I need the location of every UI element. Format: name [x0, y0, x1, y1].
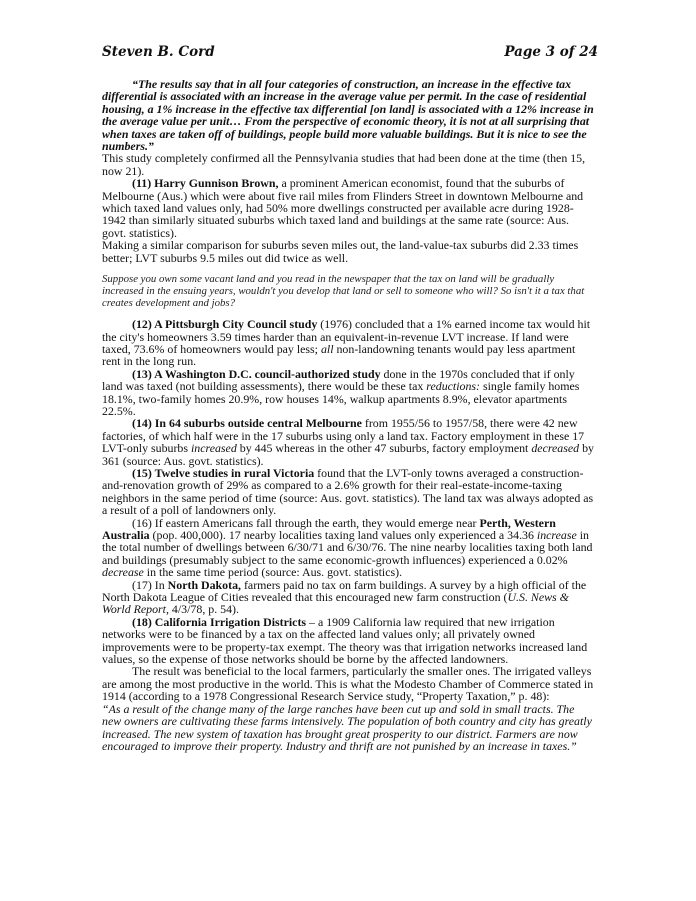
item-14-paragraph [102, 417, 596, 467]
item-17-paragraph [102, 579, 596, 616]
item-16-emphasis-increase: increase [536, 528, 577, 542]
item-15-body: found that the LVT-only towns averaged a construction-and-renovation growth of 29% as compared to a 2.6% growth for their real-estate-income-taxing neighbors in the same period of time (source: Aus. govt. statistics). The land tax was always adopted as a result of a poll of landowners only. [102, 465, 594, 518]
item-18-paragraph [102, 616, 596, 666]
item-13-paragraph [102, 368, 596, 418]
item-14-text-c: by 361 (source: Aus. govt. statistics). [102, 441, 594, 468]
item-11-paragraph [102, 177, 596, 239]
item-13-emphasis: reductions: [426, 379, 480, 394]
item-18-result-paragraph: The result was beneficial to the local farmers, particularly the smaller ones. The irrigated valleys are among the most productive in the world. This is what the Modesto Chamber of Commerce stated in 1914 (according to a 1978 Congressional Research Service study, “Property Taxation,” p. 48): [102, 664, 594, 704]
item-14-heading: (14) In 64 suburbs outside central Melbourne [132, 416, 362, 431]
item-11-body: a prominent American economist, found that the suburbs of Melbourne (Aus.) which were about five rail miles from Flinders Street in downtown Melbourne and which taxed land values only, had 50% more dwellings constructed per available acre during 1928-1942 than similarly situated suburbs which taxed land and buildings at the same rate (source: Aus. govt. statistics). [102, 176, 584, 240]
item-13-heading: (13) A Washington D.C. council-authorized study [132, 366, 381, 381]
vacant-land-note: Suppose you own some vacant land and you read in the newspaper that the tax on land will be gradually increased in the ensuing years, wouldn't you develop that land or sell to someone who will? So isn't it a tax that creates development and jobs? [102, 273, 585, 310]
item-15-heading: (15) Twelve studies in rural Victoria [132, 465, 315, 480]
item-15-paragraph [102, 467, 596, 517]
modesto-quote: “As a result of the change many of the large ranches have been cut up and sold in small tracts. The new owners are cultivating these farms intensively. The population of both country and city has greatly increased. The new system of taxation has brought great prosperity to our district. Farmers are now encouraged to improve their property. Industry and thrift are not punished by an increase in taxes.” [102, 701, 592, 753]
item-16-paragraph [102, 517, 596, 579]
item-11-heading: (11) Harry Gunnison Brown, [132, 176, 279, 191]
item-17-heading: North Dakota, [167, 577, 241, 592]
item-16-text-a: (16) If eastern Americans fall through the earth, they would emerge near [132, 515, 480, 530]
item-17-citation: U.S. News & World Report, [102, 590, 569, 617]
item-12-emphasis: all [320, 341, 334, 356]
item-12-paragraph [102, 318, 596, 368]
item-14-text-a: from 1955/56 to 1957/58, there were 42 new factories, of which half were in the 17 suburbs using only a land tax. Factory employment in these 17 LVT-only suburbs [102, 416, 585, 456]
header-author: Steven B. Cord [102, 44, 215, 60]
item-16-text-b: (pop. 400,000). 17 nearby localities taxing land values only experienced a 34.36 [149, 528, 537, 542]
item-16-heading: Perth, Western Australia [102, 515, 556, 542]
item-14-emphasis-increased: increased [190, 441, 237, 456]
item-12-text-a: (1976) concluded that a 1% earned income tax would hit the city's homeowners 3.59 times harder than an equivalent-in-revenue LVT increase. If land were taxed, 73.6% of homeowners would pay less; [102, 317, 591, 356]
item-16-emphasis-decrease: decrease [102, 565, 144, 580]
page-body [102, 78, 596, 752]
item-11-followup: Making a similar comparison for suburbs seven miles out, the land-value-tax suburbs did 2.33 times better; LVT suburbs 9.5 miles out did twice as well. [102, 238, 579, 265]
item-17-text-b: farmers paid no tax on farm buildings. A survey by a high official of the North Dakota League of Cities revealed that this encouraged new farm construction ( [102, 577, 587, 605]
item-13-text-a: done in the 1970s concluded that if only land was taxed (not building assessments), there would be these tax [102, 366, 575, 394]
item-17-text-c: 4/3/78, p. 54). [168, 602, 239, 617]
item-13-text-b: single family homes 18.1%, two-family homes 20.9%, row houses 14%, walkup apartments 8.9%, elevator apartments 22.5%. [102, 379, 580, 418]
pennsylvania-studies-paragraph: This study completely confirmed all the Pennsylvania studies that had been done at the time (then 15, now 21). [102, 151, 586, 178]
item-18-heading: (18) California Irrigation Districts [132, 614, 307, 629]
item-14-text-b: by 445 whereas in the other 47 suburbs, factory employment [236, 441, 532, 456]
item-16-text-d: in the same time period (source: Aus. govt. statistics). [143, 565, 403, 580]
quote-paragraph: “The results say that in all four categories of construction, an increase in the effective tax differential is associated with an increase in the average value per permit. In the case of residential housing, a 1% increase in the effective tax differential [on land] is associated with a 12% increase in the average value per unit… From the perspective of economic theory, it is not at all surprising that when taxes are taken off of buildings, people build more valuable buildings. But it is nice to see the numbers.” [102, 77, 594, 154]
item-14-emphasis-decreased: decreased [531, 441, 580, 456]
item-12-text-b: non-landowning tenants would pay less apartment rent in the long run. [102, 341, 576, 369]
header-page-number: Page 3 of 24 [504, 44, 598, 60]
item-18-body: – a 1909 California law required that new irrigation networks were to be financed by a tax on the affected land values only; all privately owned improvements were to be property-tax exempt. The theory was that irrigation networks increased land values, so the expense of those networks should be borne by the affected landowners. [102, 614, 588, 667]
item-16-text-c: in the total number of dwellings between 6/30/71 and 6/30/76. The nine nearby localities taxing both land and buildings (presumably subject to the same economic-growth influences) experienced a 0.02% [102, 528, 593, 567]
item-17-text-a: (17) In [132, 577, 168, 592]
item-12-heading: (12) A Pittsburgh City Council study [132, 317, 318, 332]
